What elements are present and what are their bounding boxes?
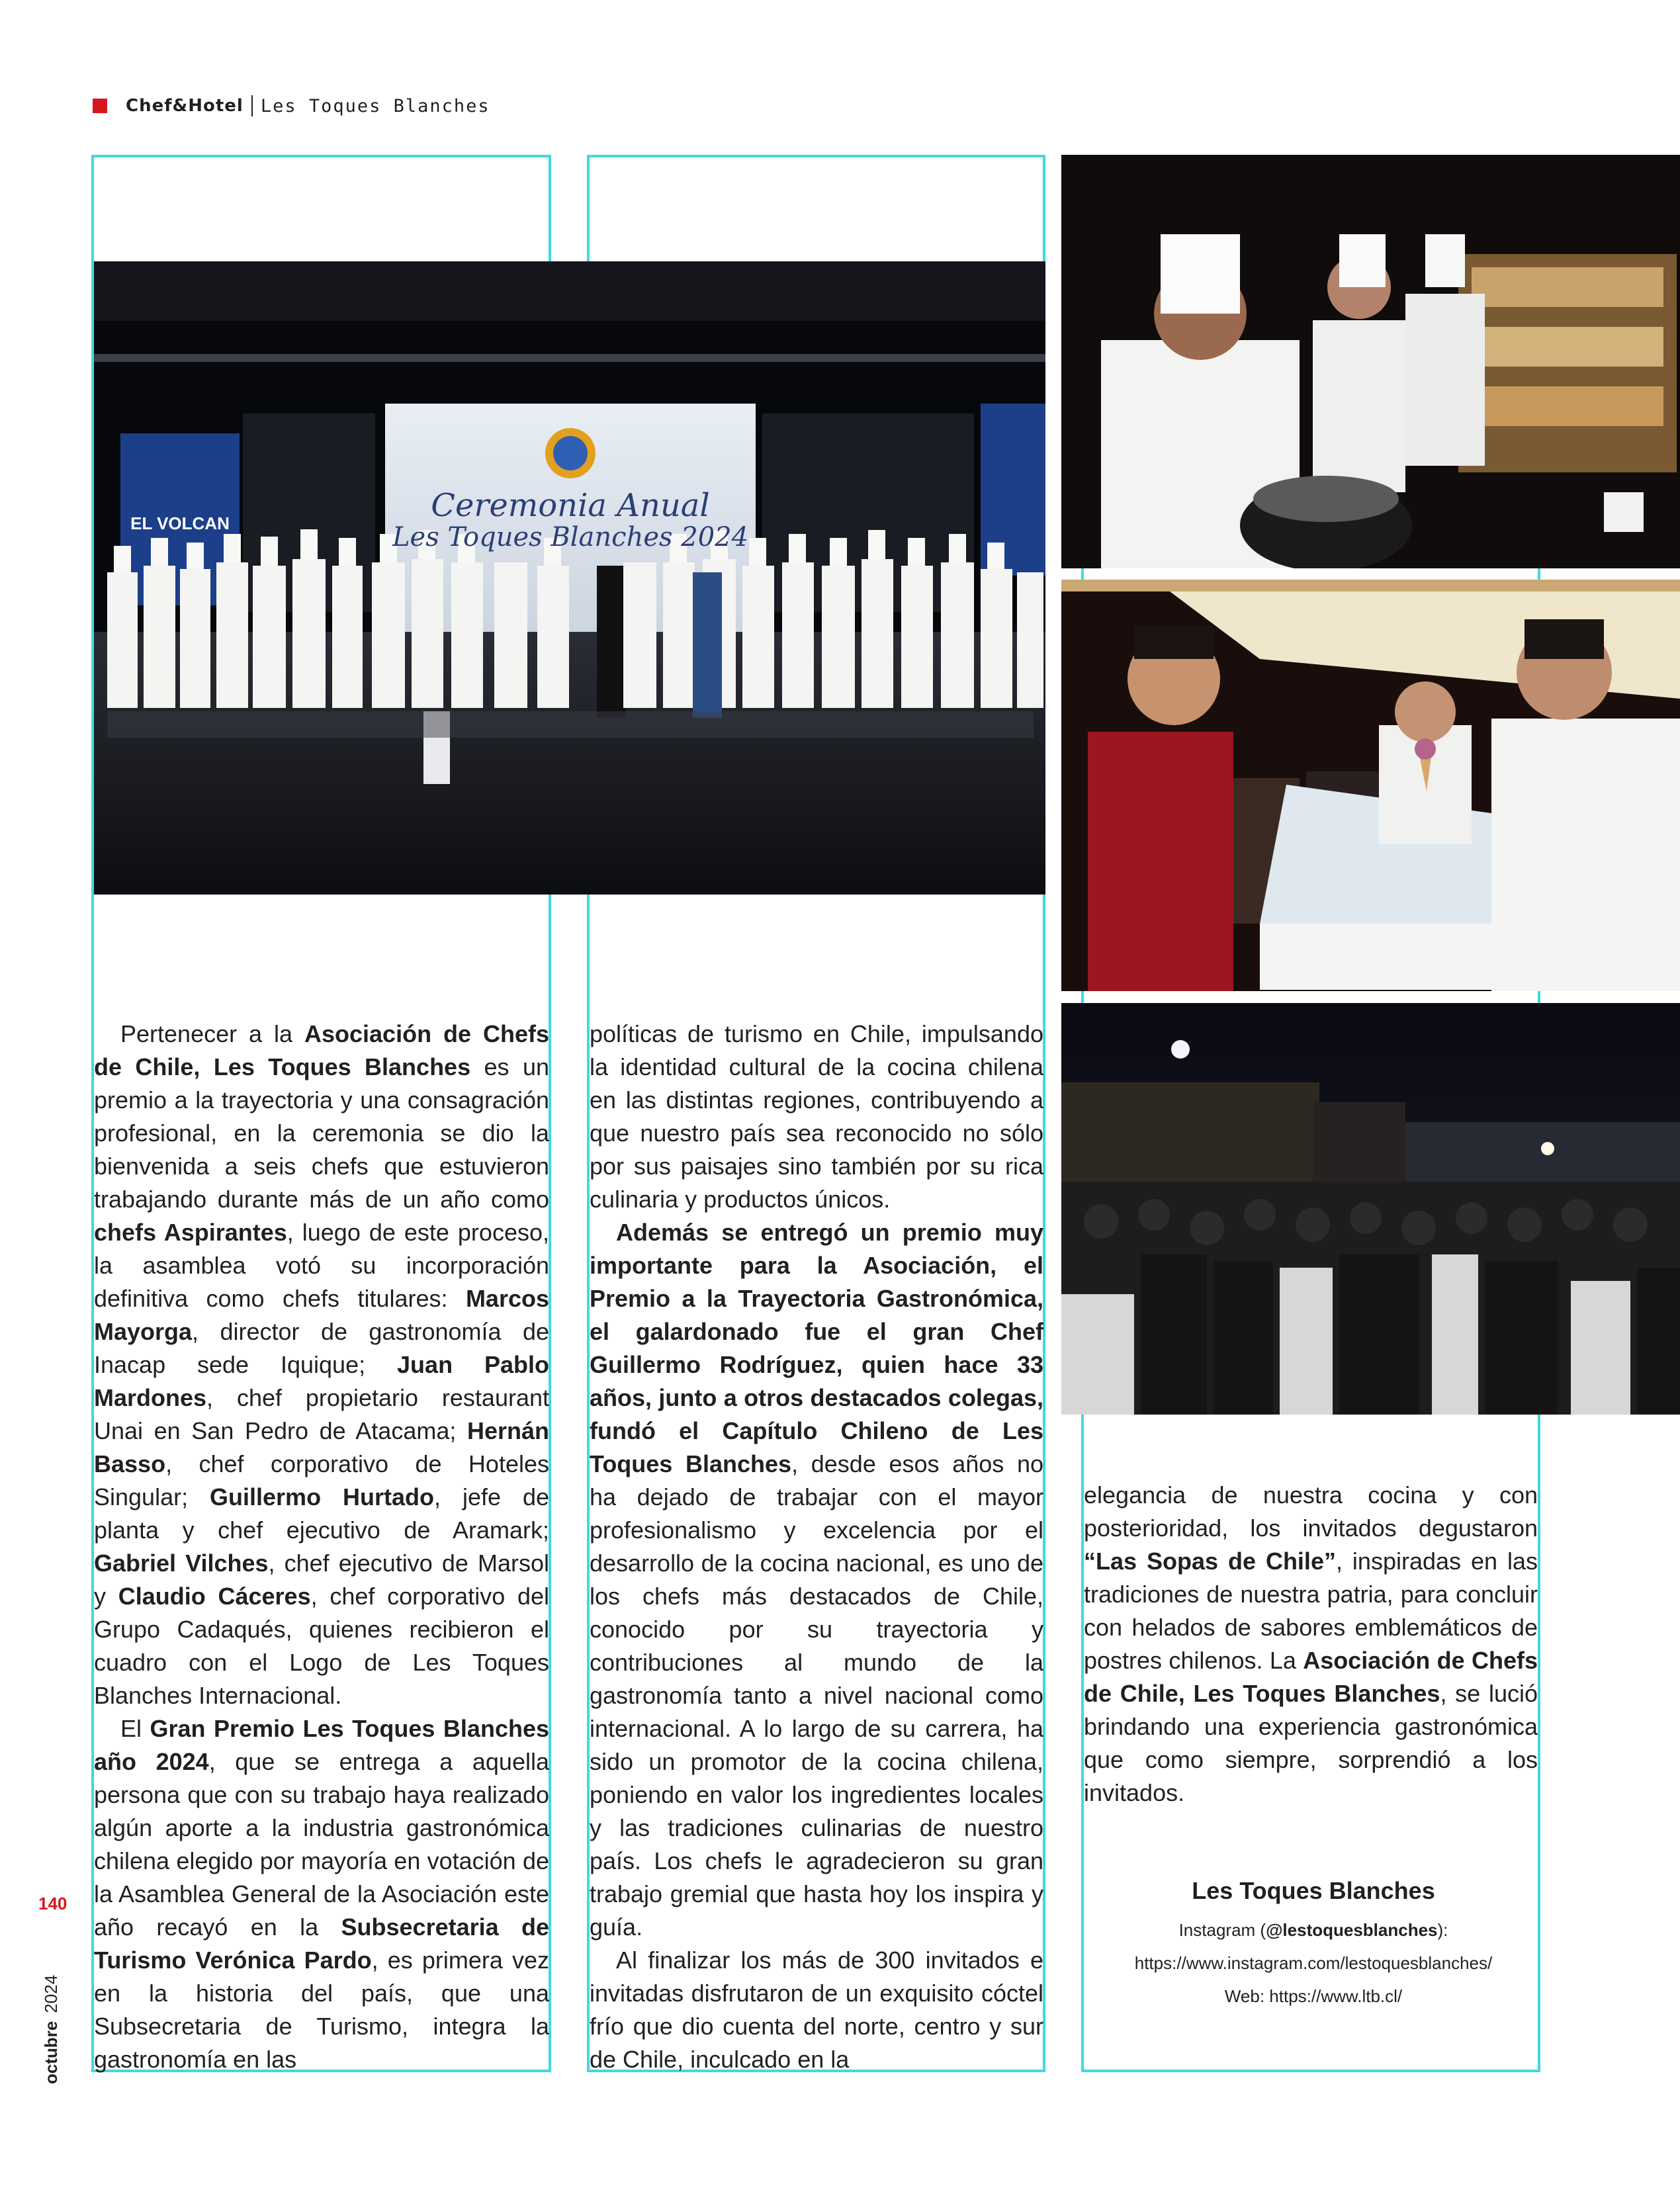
article-paragraph: Al finalizar los más de 300 invitados e invitadas disfrutaron de un exquisito cóctel frío que dio cuenta del norte, centro y sur de Chile, inculcado en la [590,1947,1043,2073]
web-url[interactable]: Web: https://www.ltb.cl/ [1224,1986,1403,2006]
running-header [93,93,490,119]
chef-soup-photo [1061,155,1680,568]
crowd-photo [1061,1003,1680,1415]
red-square-icon [93,99,107,113]
issue-month: octubre [41,2021,61,2084]
magazine-name: Chef&Hotel [126,96,243,116]
sponsor-logo-text: EL VOLCAN [130,513,230,533]
credits-box [1045,1874,1581,2013]
section-name: Les Toques Blanches [260,95,490,116]
credits-title: Les Toques Blanches [1192,1877,1435,1904]
issue-date [41,1975,62,2084]
article-column-2 [590,1018,1043,2076]
article-paragraph: políticas de turismo en Chile, impulsando la identidad cultural de la cocina chilena en las distintas regiones, contribuyendo a que nuestro país sea reconocido no sólo por sus paisajes sino también por su rica culinaria y productos únicos. [590,1020,1043,1213]
header-separator [251,95,253,116]
article-paragraph: Además se entregó un premio muy importante para la Asociación, el Premio a la Trayectoria Gastronómica, el galardonado fue el gran Chef Guillermo Rodríguez, quien hace 33 años, junto a otros destacados colegas, fundó el Capítulo Chileno de Les Toques Blanches, desde esos años no ha dejado de trabajar con el mayor profesionalismo y excelencia por el desarrollo de la cocina nacional, es uno de los chefs más destacados de Chile, conocido por su trayectoria y contribuciones al mundo de la gastronomía tanto a nivel nacional como internacional. A lo largo de su carrera, ha sido un promotor de la cocina chilena, poniendo en valor los ingredientes locales y las tradiciones culinarias de nuestro país. Los chefs le agradecieron su gran trabajo gremial que hasta hoy los inspira y guía. [590,1219,1043,1941]
stage-subtitle: Les Toques Blanches 2024 [392,522,749,552]
article-paragraph: Pertenecer a la Asociación de Chefs de Chile, Les Toques Blanches es un premio a la trayectoria y una consagración profesional, en la ceremonia se dio la bienvenida a seis chefs que estuvieron trabajando durante más de un año como chefs Aspirantes, luego de este proceso, la asamblea votó su incorporación definitiva como chefs titulares: Marcos Mayorga, director de gastronomía de Inacap sede Iquique; Juan Pablo Mardones, chef propietario restaurant Unai en San Pedro de Atacama; Hernán Basso, chef corporativo de Hoteles Singular; Guillermo Hurtado, jefe de planta y chef ejecutivo de Aramark; Gabriel Vilches, chef ejecutivo de Marsol y Claudio Cáceres, chef corporativo del Grupo Cadaqués, quienes recibieron el cuadro con el Logo de Les Toques Blanches Internacional. [94,1020,549,1709]
article-paragraph: El Gran Premio Les Toques Blanches año 2024, que se entrega a aquella persona que con su trabajo haya realizado algún aporte a la industria gastronómica chilena elegido por mayoría en votación de la Asamblea General de la Asociación este año recayó en la Subsecretaria de Turismo Verónica Pardo, es primera vez en la historia del país, que una Subsecretaria de Turismo, integra la gastronomía en las [94,1715,549,2073]
article-column-3 [1084,1479,1538,1810]
ceremony-photo [94,261,1045,895]
instagram-url[interactable]: https://www.instagram.com/lestoquesblanches/ [1134,1953,1493,1973]
stage-title: Ceremonia Anual [431,487,710,524]
issue-year: 2024 [41,1974,61,2013]
article-paragraph: elegancia de nuestra cocina y con posterioridad, los invitados degustaron “Las Sopas de Chile”, inspiradas en las tradiciones de nuestra patria, para concluir con helados de sabores emblemáticos de postres chilenos. La Asociación de Chefs de Chile, Les Toques Blanches, se lució brindando una experiencia gastronómica que como siempre, sorprendió a los invitados. [1084,1481,1538,1806]
instagram-line: Instagram (@lestoquesblanches): [1178,1920,1448,1940]
instagram-handle: @lestoquesblanches [1266,1920,1438,1940]
page-number: 140 [38,1894,67,1913]
ice-cream-photo [1061,580,1680,991]
article-column-1 [94,1018,549,2076]
